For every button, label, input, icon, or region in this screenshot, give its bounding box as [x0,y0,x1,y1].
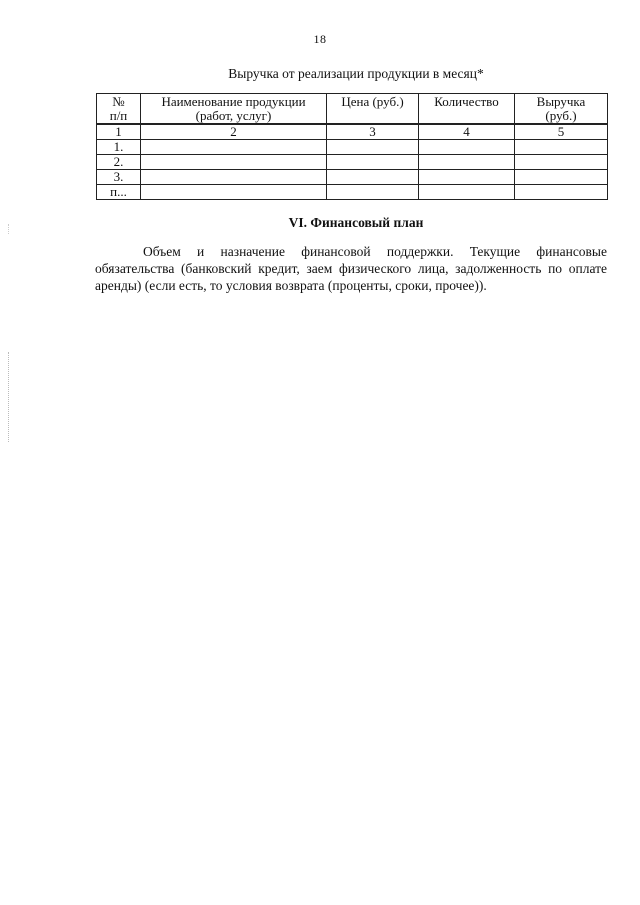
table-cell [419,185,515,200]
table-cell [515,185,608,200]
table-cell: 3 [327,124,419,140]
header-line: № [112,94,125,109]
page-number: 18 [313,32,327,46]
table-row [97,170,608,185]
table-cell: 4 [419,124,515,140]
table-cell [141,155,327,170]
table-cell [327,170,419,185]
table-cell: 2 [141,124,327,140]
table-cell: 3. [97,170,141,185]
header-line: (работ, услуг) [195,108,272,123]
table-cell: 5 [515,124,608,140]
column-number-row [97,124,608,140]
table-row [97,140,608,155]
section-title: VI. Финансовый план [288,215,424,230]
table-cell [419,170,515,185]
table-cell [141,140,327,155]
header-line: п/п [109,108,128,123]
header-price [327,94,419,125]
table-cell [515,170,608,185]
header-revenue [515,94,608,125]
table-cell: п... [97,185,141,200]
header-quantity [419,94,515,125]
table-cell [419,155,515,170]
table-cell: 1 [97,124,141,140]
table-cell [141,170,327,185]
header-line: Наименование продукции [161,94,306,109]
table-cell: 1. [97,140,141,155]
header-product-name [141,94,327,125]
table-cell [419,140,515,155]
header-line: Цена (руб.) [341,94,404,109]
header-line: Количество [434,94,499,109]
table-cell [327,155,419,170]
table-cell [327,140,419,155]
header-line: (руб.) [545,108,577,123]
table-cell [327,185,419,200]
margin-mark [8,352,10,442]
header-number [97,94,141,125]
table-cell [141,185,327,200]
section-paragraph: Объем и назначение финансовой поддержки. Текущие финансовые обязательства (банковский кредит, заем физического лица, задолженность по оплате аренды) (если есть, то условия возврата (проценты, сроки, прочее)). [95,244,607,293]
table-cell [515,155,608,170]
table-cell [515,140,608,155]
table-title: Выручка от реализации продукции в месяц* [228,66,484,81]
table-header-row [97,94,608,125]
table-row [97,155,608,170]
table-row [97,185,608,200]
header-line: Выручка [536,94,586,109]
revenue-table [96,93,608,200]
table-cell: 2. [97,155,141,170]
